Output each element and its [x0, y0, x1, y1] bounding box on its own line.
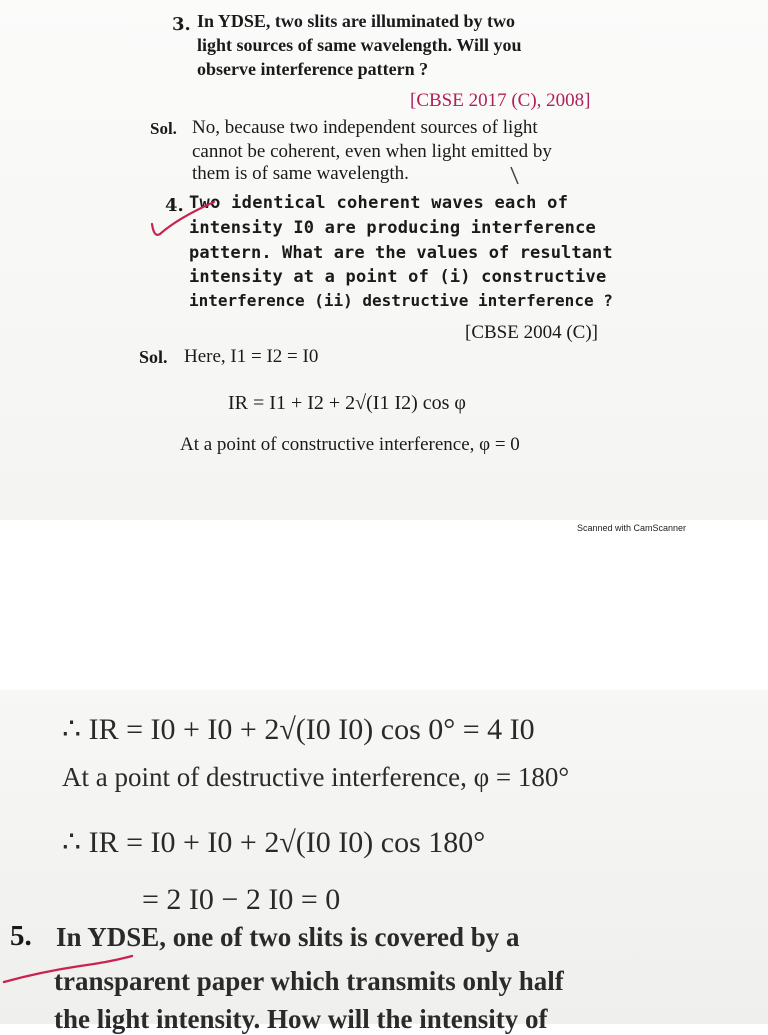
question-3-number: 3.: [172, 14, 191, 35]
pen-underline-mark: [0, 948, 140, 988]
scanner-watermark: Scanned with CamScanner: [577, 523, 687, 533]
question-5-line-3: the light intensity. How will the intensity of: [54, 1004, 548, 1034]
equation-destructive-result: = 2 I0 − 2 I0 = 0: [142, 883, 341, 916]
solution-3-line-3: them is of same wavelength.: [192, 163, 409, 184]
question-4-line-1: Two identical coherent waves each of: [189, 193, 569, 213]
solution-3-line-1: No, because two independent sources of light: [192, 117, 538, 138]
question-3-line-2: light sources of same wavelength. Will you: [197, 35, 522, 55]
equation-constructive-result: ∴ IR = I0 + I0 + 2√(I0 I0) cos 0° = 4 I0: [62, 713, 535, 746]
question-4-line-5: interference (ii) destructive interference ?: [189, 291, 613, 310]
question-3-reference: [CBSE 2017 (C), 2008]: [410, 90, 591, 111]
question-5-line-2: transparent paper which transmits only half: [54, 966, 564, 996]
solution-4-constructive: At a point of constructive interference, φ = 0: [180, 434, 520, 455]
pen-tick-mark: [148, 196, 220, 246]
solution-4-label: Sol.: [139, 347, 168, 367]
question-4-line-2: intensity I0 are producing interference: [189, 218, 596, 238]
solution-3-line-2: cannot be coherent, even when light emitted by: [192, 141, 552, 162]
question-5-number: 5.: [10, 920, 32, 952]
question-4-line-3: pattern. What are the values of resultant: [189, 243, 613, 263]
question-4-line-4: intensity at a point of (i) constructive: [189, 267, 607, 287]
question-5-line-1: In YDSE, one of two slits is covered by a: [56, 922, 520, 952]
pen-slash-mark: [508, 164, 522, 188]
solution-4-formula: IR = I1 + I2 + 2√(I1 I2) cos φ: [228, 392, 466, 414]
question-4-reference: [CBSE 2004 (C)]: [465, 322, 598, 343]
question-3-line-3: observe interference pattern ?: [197, 59, 429, 79]
question-4-number: 4.: [165, 195, 184, 216]
destructive-interference-line: At a point of destructive interference, φ = 180°: [62, 762, 570, 792]
question-3-line-1: In YDSE, two slits are illuminated by two: [197, 11, 516, 31]
solution-3-label: Sol.: [150, 119, 177, 138]
equation-destructive: ∴ IR = I0 + I0 + 2√(I0 I0) cos 180°: [62, 826, 486, 859]
solution-4-here: Here, I1 = I2 = I0: [184, 346, 319, 367]
